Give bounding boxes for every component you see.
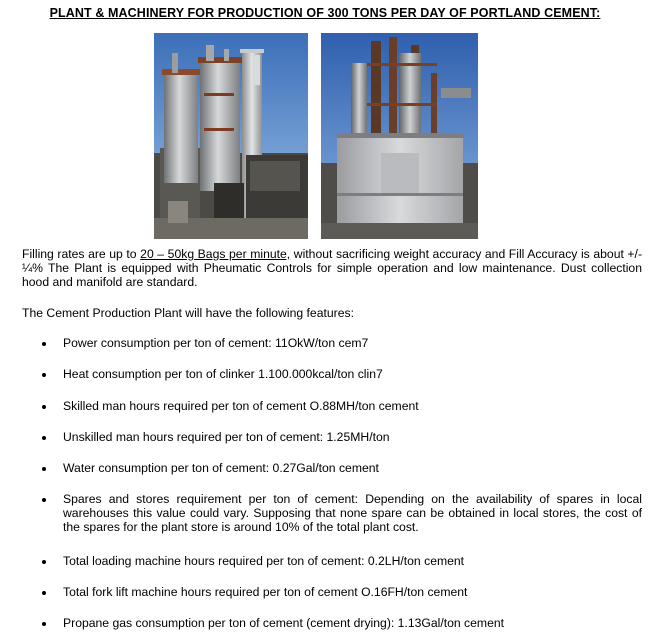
bullet-icon <box>42 467 46 471</box>
bullet-icon <box>42 591 46 595</box>
features-intro: The Cement Production Plant will have the following features: <box>22 306 354 320</box>
bullet-icon <box>42 405 46 409</box>
feature-text: Spares and stores requirement per ton of cement: Depending on the availability of spares in local warehouses this value could vary. Supposing that none spare can be obtained in local stores, the cost of the spares for the plant store is around 10% of the total plant cost. <box>63 492 642 534</box>
feature-text: Total fork lift machine hours required per ton of cement O.16FH/ton cement <box>63 585 468 599</box>
plant-photo-right <box>321 33 478 239</box>
bullet-icon <box>42 436 46 440</box>
feature-text: Total loading machine hours required per ton of cement: 0.2LH/ton cement <box>63 554 465 568</box>
plant-photo-left <box>154 33 308 239</box>
filling-rates-paragraph <box>22 247 642 289</box>
plant-photo-left-image <box>154 33 308 239</box>
bullet-icon <box>42 622 46 626</box>
bullet-icon <box>42 342 46 346</box>
bullet-icon <box>42 373 46 377</box>
filling-rates-text-2: without sacrificing weight accuracy and Fill Accuracy is about +/- ¼% The Plant is equipped with Pheumatic Controls for simple operation and low maintenance. Dust collection hood and manifold are standard. <box>22 247 642 289</box>
filling-rates-text-1: Filling rates are up to <box>22 247 141 261</box>
feature-text: Heat consumption per ton of clinker 1.100.000kcal/ton clin7 <box>63 367 383 381</box>
feature-text: Power consumption per ton of cement: 11OkW/ton cem7 <box>63 336 369 350</box>
feature-text: Unskilled man hours required per ton of cement: 1.25MH/ton <box>63 430 390 444</box>
plant-photo-right-image <box>321 33 478 239</box>
bullet-icon <box>42 498 46 502</box>
feature-text: Water consumption per ton of cement: 0.27Gal/ton cement <box>63 461 379 475</box>
filling-rates-underlined: 20 – 50kg Bags per minute, <box>140 247 291 261</box>
feature-text: Skilled man hours required per ton of cement O.88MH/ton cement <box>63 399 419 413</box>
bullet-icon <box>42 560 46 564</box>
feature-text: Propane gas consumption per ton of cement (cement drying): 1.13Gal/ton cement <box>63 616 505 630</box>
document-title: PLANT & MACHINERY FOR PRODUCTION OF 300 TONS PER DAY OF PORTLAND CEMENT: <box>49 6 601 20</box>
